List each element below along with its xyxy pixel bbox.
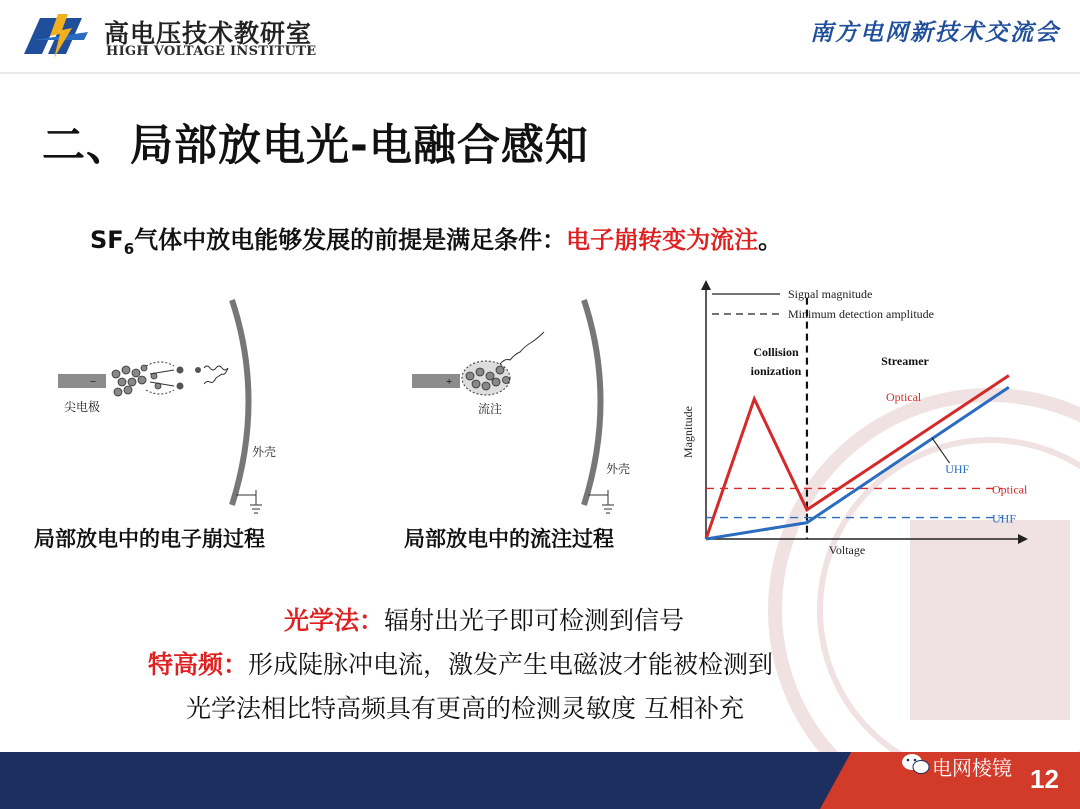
legend-solid-label: Signal magnitude [788, 287, 873, 301]
subtitle-end: 。 [758, 226, 783, 254]
subtitle-prefix: SF [90, 226, 124, 254]
threshold-label-uhf: UHF [992, 511, 1017, 526]
left-shell-label: 外壳 [252, 445, 277, 459]
institute-name-cn: 高电压技术教研室 [104, 19, 313, 48]
middle-shell-label: 外壳 [606, 462, 631, 476]
header-divider [0, 72, 1080, 74]
series-label-uhf: UHF [945, 461, 970, 476]
slide-title: 二、局部放电光-电融合感知 [42, 121, 589, 171]
middle-caption: 局部放电中的流注过程 [404, 527, 614, 551]
x-axis-arrow [1018, 534, 1028, 544]
optical-method-line [284, 601, 684, 637]
series-label-optical: Optical [885, 389, 922, 404]
subtitle-subscript: 6 [123, 239, 135, 258]
threshold-label-optical: Optical [992, 482, 1028, 497]
needle-electrode [58, 374, 106, 388]
page-number: 12 [1030, 764, 1059, 794]
optical-method-label: 光学法： [284, 606, 385, 635]
region-collision-line2: ionization [750, 364, 802, 378]
subtitle [90, 220, 782, 258]
y-axis-label: Magnitude [681, 406, 695, 458]
institute-name-en: HIGH VOLTAGE INSTITUTE [106, 44, 317, 59]
legend-dashed-label: Minimum detection amplitude [788, 307, 934, 321]
comparison-line: 光学法相比特高频具有更高的检测灵敏度 互相补充 [186, 694, 744, 723]
streamer-diagram [400, 290, 650, 520]
uhf-method-label: 特高频： [148, 650, 249, 679]
uhf-method-text: 形成陡脉冲电流，激发产生电磁波才能被检测到 [248, 650, 774, 679]
positive-electrode [412, 374, 460, 388]
institute-logo [18, 10, 98, 62]
x-axis-label: Voltage [828, 543, 866, 557]
conference-name: 南方电网新技术交流会 [810, 19, 1060, 46]
svg-text:+: + [446, 376, 453, 388]
subtitle-highlight: 电子崩转变为流注 [566, 226, 759, 254]
y-axis-arrow [701, 280, 711, 290]
wechat-icon [900, 752, 932, 776]
footer-brand: 电网棱镜 [932, 756, 1012, 780]
streamer-label: 流注 [478, 402, 503, 416]
optical-method-text: 辐射出光子即可检测到信号 [384, 606, 685, 635]
signal-magnitude-chart [672, 276, 1052, 566]
needle-electrode-label: 尖电极 [64, 400, 101, 414]
region-collision-line1: Collision [753, 345, 799, 359]
uhf-method-line [148, 645, 773, 681]
shell-wall [584, 300, 601, 505]
left-caption: 局部放电中的电子崩过程 [34, 527, 265, 551]
series-line-optical [706, 376, 1009, 539]
shell-wall [232, 300, 249, 505]
region-streamer: Streamer [881, 354, 929, 368]
subtitle-text: 气体中放电能够发展的前提是满足条件： [134, 226, 567, 254]
svg-text:−: − [90, 376, 97, 388]
uhf-label-leader [932, 438, 950, 463]
